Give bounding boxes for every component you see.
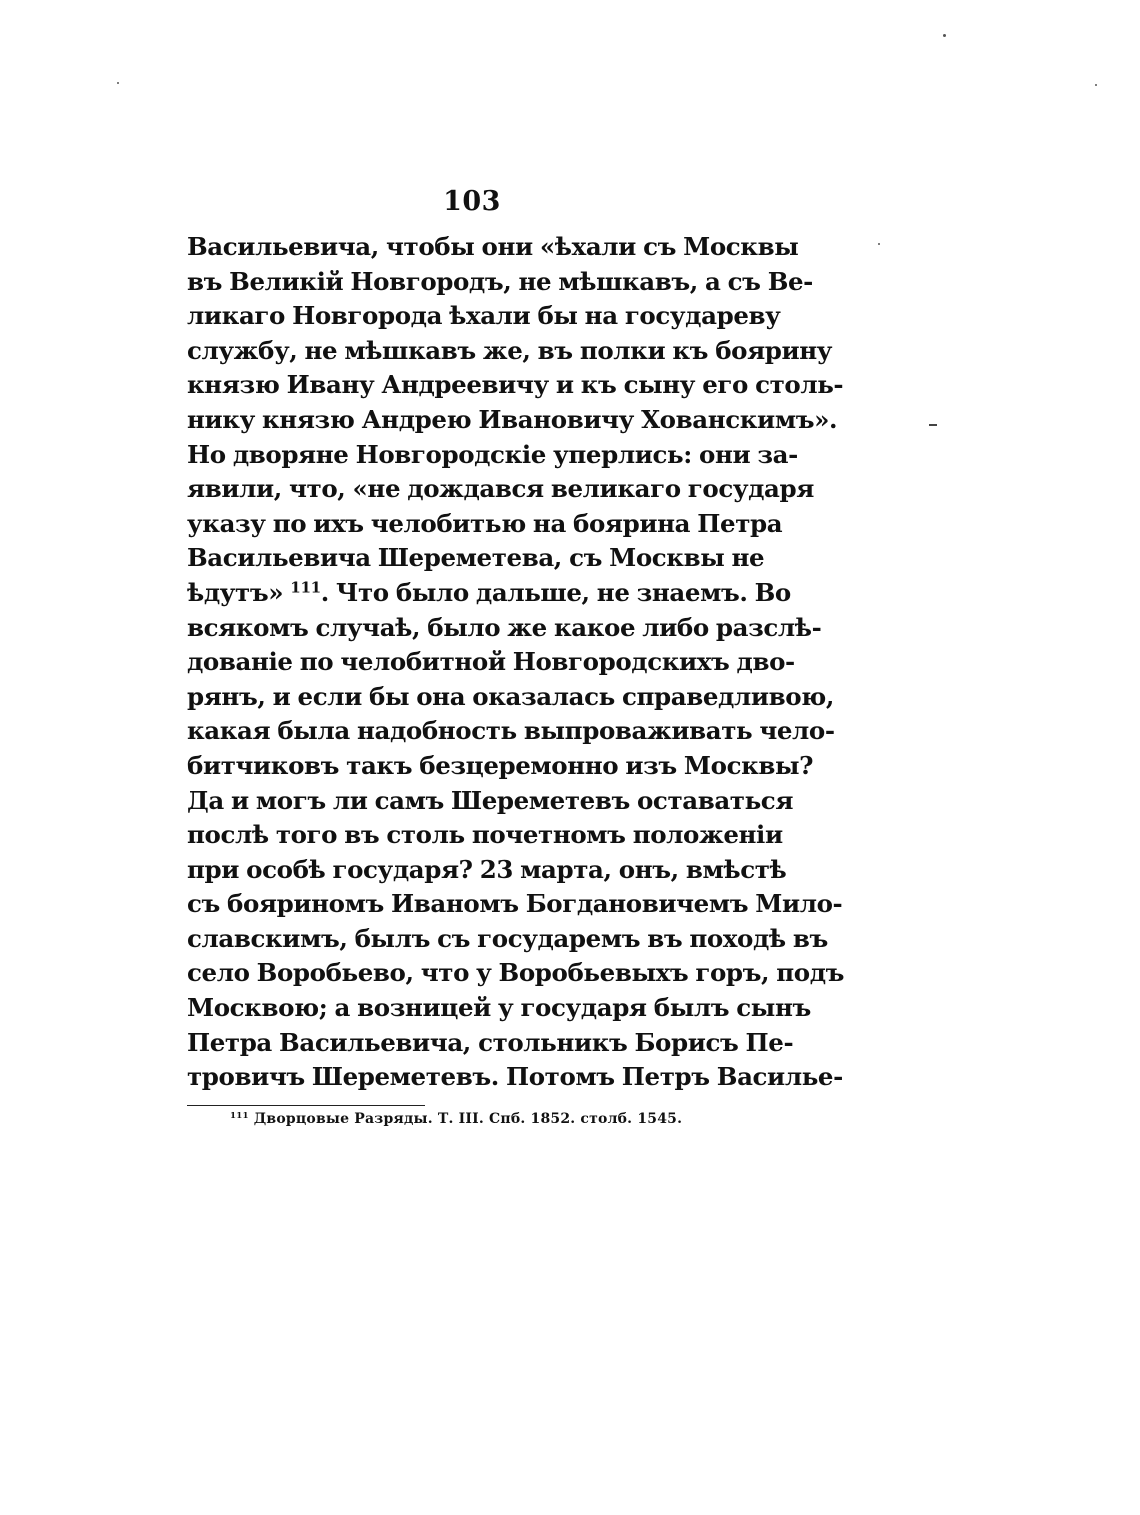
text-line: какая была надобность выпроваживать чело- [187, 716, 835, 746]
text-fragment: . Что было дальше, не знаемъ. Во [320, 577, 791, 607]
text-line: Но дворяне Новгородскіе уперлись: они за- [187, 439, 798, 469]
scan-speck [1095, 84, 1097, 86]
scan-speck [943, 34, 946, 37]
text-line: Петра Васильевича, стольникъ Борисъ Пе- [187, 1027, 794, 1057]
scan-speck [117, 82, 119, 84]
text-line: битчиковъ такъ безцеремонно изъ Москвы? [187, 750, 814, 780]
text-line: въ Великій Новгородъ, не мѣшкавъ, а съ Ве- [187, 266, 813, 296]
page-number: 103 [443, 186, 501, 217]
text-line: Васильевича, чтобы они «ѣхали съ Москвы [187, 232, 799, 261]
text-line: Васильевича Шереметева, съ Москвы не [187, 543, 765, 573]
text-line-with-footnote-ref [187, 576, 791, 611]
text-line: славскимъ, былъ съ государемъ въ походѣ въ [187, 923, 828, 953]
text-line: село Воробьево, что у Воробьевыхъ горъ, подъ [187, 958, 845, 988]
text-line: всякомъ случаѣ, было же какое либо разслѣ- [187, 612, 822, 642]
text-line: рянъ, и если бы она оказалась справедливою, [187, 681, 835, 711]
text-line: при особѣ государя? 23 марта, онъ, вмѣстѣ [187, 854, 787, 884]
text-line: указу по ихъ челобитью на боярина Петра [187, 508, 783, 538]
text-line: Москвою; а возницей у государя былъ сынъ [187, 993, 811, 1023]
text-line: тровичъ Шереметевъ. Потомъ Петръ Василье- [187, 1062, 843, 1092]
scan-speck [878, 243, 880, 245]
text-fragment: ѣдутъ» [187, 577, 284, 607]
text-line: нику князю Андрею Ивановичу Хованскимъ». [187, 404, 838, 434]
footnote-reference: 111 [290, 578, 321, 597]
footnote-divider [187, 1105, 425, 1106]
text-line: Да и могъ ли самъ Шереметевъ оставаться [187, 785, 794, 815]
text-line: ликаго Новгорода ѣхали бы на государеву [187, 301, 781, 331]
footnote-marker: 111 [230, 1111, 249, 1122]
text-line: службу, не мѣшкавъ же, въ полки къ боярину [187, 335, 833, 365]
text-line: дованіе по челобитной Новгородскихъ дво- [187, 647, 795, 677]
text-line: послѣ того въ столь почетномъ положеніи [187, 820, 783, 850]
text-line: съ бояриномъ Иваномъ Богдановичемъ Мило- [187, 889, 843, 919]
text-line: явили, что, «не дождався великаго государя [187, 474, 814, 504]
text-line: князю Ивану Андреевичу и къ сыну его столь- [187, 370, 844, 400]
body-text [187, 230, 845, 1095]
footnote-text: Дворцовые Разряды. Т. III. Спб. 1852. столб. 1545. [253, 1111, 683, 1127]
scan-mark [929, 424, 937, 426]
footnote [230, 1111, 682, 1127]
